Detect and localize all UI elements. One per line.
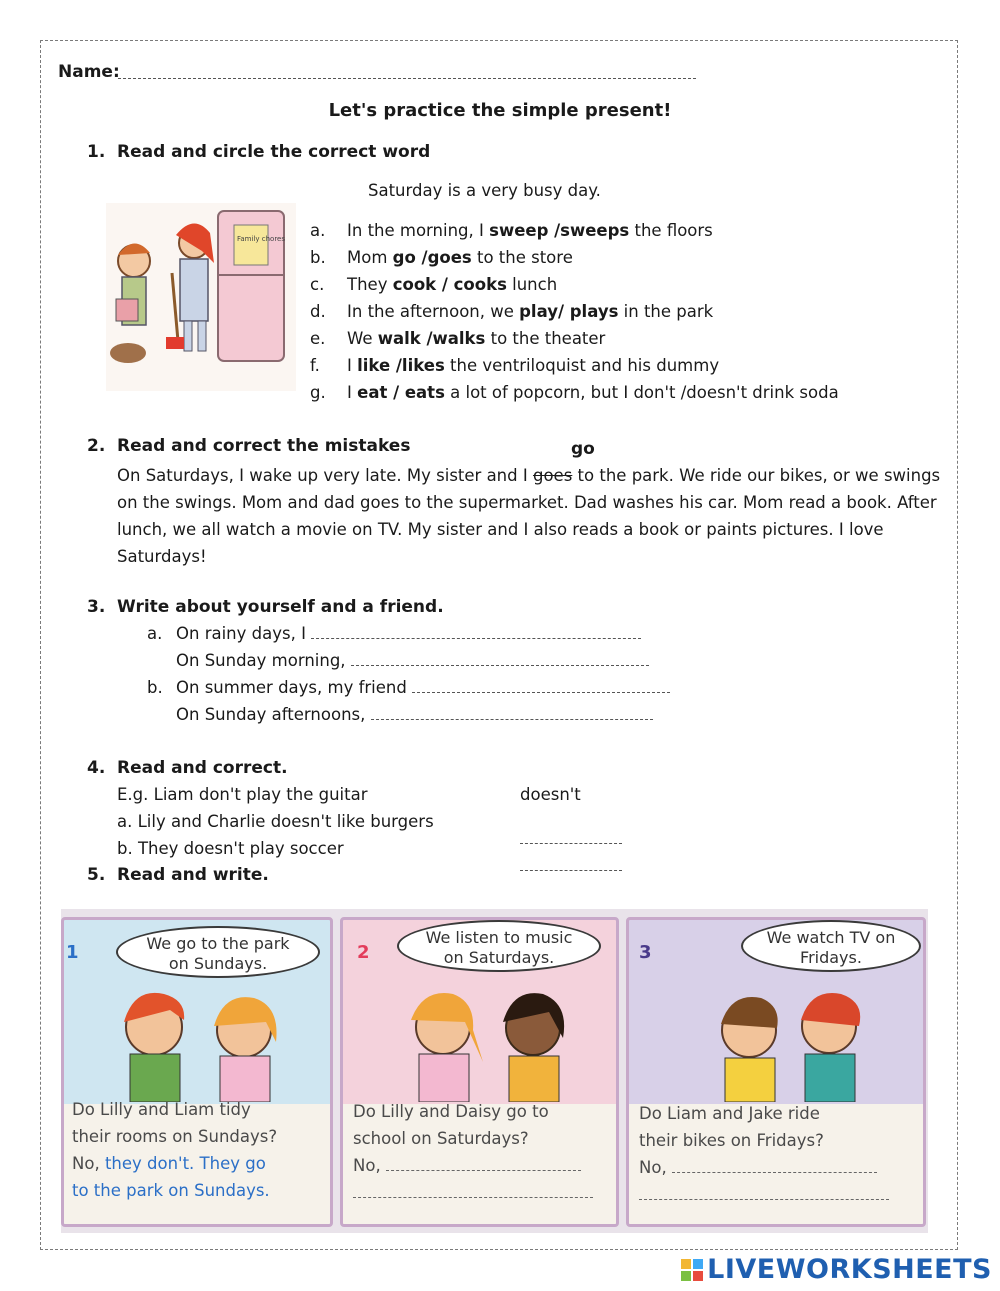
item-a-letter: a. bbox=[310, 221, 326, 240]
item-f-choice[interactable]: like /likes bbox=[357, 356, 445, 375]
answer-line[interactable] bbox=[639, 1198, 889, 1200]
section3-number: 3. bbox=[87, 597, 106, 617]
comic-panel-2 bbox=[340, 917, 619, 1227]
item-g: I eat / eats a lot of popcorn, but I don't /doesn't drink soda bbox=[347, 383, 839, 402]
item-d-choice[interactable]: play/ plays bbox=[519, 302, 619, 321]
children-illustration bbox=[373, 982, 593, 1102]
item-e: We walk /walks to the theater bbox=[347, 329, 606, 348]
section4-number: 4. bbox=[87, 758, 106, 778]
panel-number: 3 bbox=[639, 942, 652, 963]
item-e-choice[interactable]: walk /walks bbox=[377, 329, 486, 348]
chores-note-text: Family chores bbox=[237, 235, 285, 243]
section4-example: E.g. Liam don't play the guitar bbox=[117, 785, 368, 804]
section1-intro: Saturday is a very busy day. bbox=[368, 181, 601, 200]
item-f: I like /likes the ventriloquist and his dummy bbox=[347, 356, 720, 375]
comic-strip bbox=[61, 909, 928, 1233]
section3-a-letter: a. bbox=[147, 624, 163, 643]
section4-example-answer: doesn't bbox=[520, 785, 581, 804]
answer-line[interactable] bbox=[371, 718, 653, 720]
section4-a-answer-line[interactable] bbox=[520, 829, 622, 848]
section4-heading: Read and correct. bbox=[117, 758, 288, 778]
answer-line[interactable] bbox=[351, 664, 649, 666]
name-input-line[interactable] bbox=[118, 78, 696, 79]
item-f-letter: f. bbox=[310, 356, 320, 375]
question-box: Do Lilly and Liam tidy their rooms on Sundays? No, they don't. They go to the park on Sundays. bbox=[64, 1104, 330, 1224]
answer-line[interactable] bbox=[311, 637, 641, 639]
logo-icon bbox=[681, 1257, 703, 1279]
section3-a1: On rainy days, I bbox=[176, 624, 641, 643]
section5-number: 5. bbox=[87, 865, 106, 885]
section2-heading: Read and correct the mistakes bbox=[117, 436, 411, 456]
answer-line[interactable] bbox=[386, 1169, 581, 1171]
struck-word: goes bbox=[532, 466, 573, 485]
item-d-letter: d. bbox=[310, 302, 326, 321]
handwritten-correction: go bbox=[571, 439, 595, 459]
item-d: In the afternoon, we play/ plays in the park bbox=[347, 302, 714, 321]
item-e-letter: e. bbox=[310, 329, 326, 348]
section4-a: a. Lily and Charlie doesn't like burgers bbox=[117, 812, 434, 831]
item-b: Mom go /goes to the store bbox=[347, 248, 573, 267]
section5-heading: Read and write. bbox=[117, 865, 269, 885]
question-box: Do Lilly and Daisy go to school on Saturdays? No, bbox=[343, 1104, 616, 1224]
section1-number: 1. bbox=[87, 142, 106, 162]
children-illustration bbox=[669, 982, 899, 1102]
item-c: They cook / cooks lunch bbox=[347, 275, 558, 294]
answer-line[interactable] bbox=[412, 691, 670, 693]
panel-number: 2 bbox=[357, 942, 370, 963]
item-b-letter: b. bbox=[310, 248, 326, 267]
section4-b: b. They doesn't play soccer bbox=[117, 839, 344, 858]
answer-line[interactable] bbox=[353, 1196, 593, 1198]
item-a-choice[interactable]: sweep /sweeps bbox=[489, 221, 630, 240]
section1-heading: Read and circle the correct word bbox=[117, 142, 431, 162]
section4-b-answer-line[interactable] bbox=[520, 856, 622, 875]
comic-panel-1 bbox=[61, 917, 333, 1227]
section3-b-letter: b. bbox=[147, 678, 163, 697]
item-g-letter: g. bbox=[310, 383, 326, 402]
item-c-choice[interactable]: cook / cooks bbox=[392, 275, 507, 294]
section3-b2: On Sunday afternoons, bbox=[176, 705, 653, 724]
children-illustration bbox=[94, 982, 314, 1102]
name-label: Name: bbox=[58, 62, 120, 82]
section3-heading: Write about yourself and a friend. bbox=[117, 597, 444, 617]
item-g-choice[interactable]: eat / eats bbox=[357, 383, 445, 402]
item-a: In the morning, I sweep /sweeps the floors bbox=[347, 221, 713, 240]
section3-a2: On Sunday morning, bbox=[176, 651, 649, 670]
section2-paragraph: On Saturdays, I wake up very late. My sister and I goes to the park. We ride our bikes, or we swings on the swings. Mom and dad goes to the supermarket. Dad washes his car. Mom read a book. After lunch, we all watch a movie on TV. My sister and I also reads a book or paints pictures. I love Saturdays! bbox=[117, 466, 941, 566]
speech-bubble: We go to the park on Sundays. bbox=[116, 926, 320, 978]
section3-b1: On summer days, my friend bbox=[176, 678, 670, 697]
page-title: Let's practice the simple present! bbox=[328, 100, 672, 121]
speech-bubble: We watch TV on Fridays. bbox=[741, 920, 921, 972]
family-chores-illustration bbox=[106, 203, 296, 391]
section2-number: 2. bbox=[87, 436, 106, 456]
item-b-choice[interactable]: go /goes bbox=[392, 248, 472, 267]
speech-bubble: We listen to music on Saturdays. bbox=[397, 920, 601, 972]
question-box: Do Liam and Jake ride their bikes on Fridays? No, bbox=[629, 1104, 923, 1224]
panel-number: 1 bbox=[66, 942, 79, 963]
liveworksheets-logo: LIVEWORKSHEETS bbox=[681, 1254, 992, 1285]
answer-line[interactable] bbox=[672, 1171, 877, 1173]
comic-panel-3 bbox=[626, 917, 926, 1227]
item-c-letter: c. bbox=[310, 275, 325, 294]
